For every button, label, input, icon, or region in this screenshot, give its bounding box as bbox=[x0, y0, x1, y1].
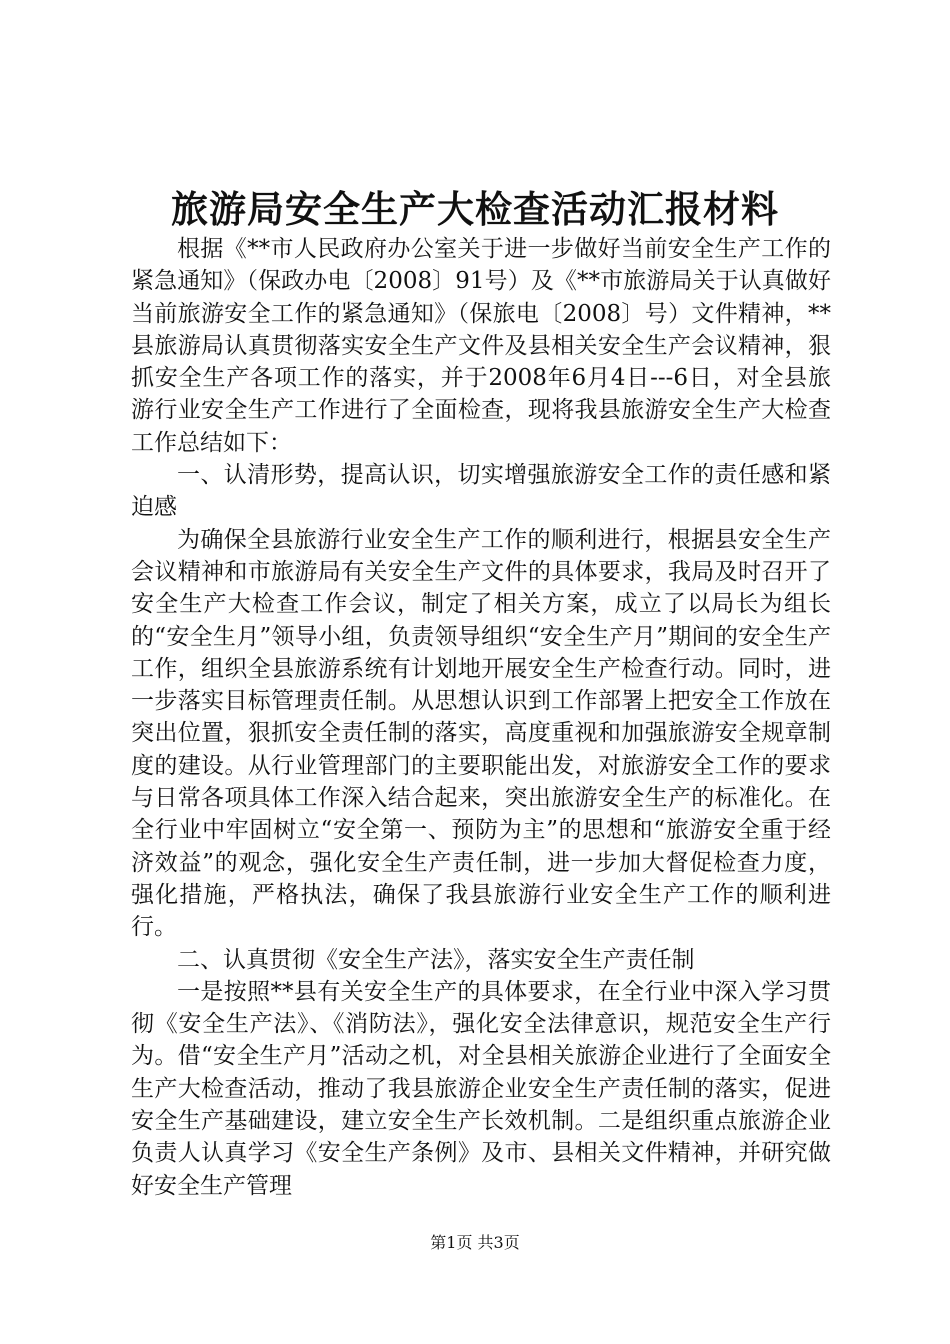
section-heading-1: 一、认清形势，提高认识，切实增强旅游安全工作的责任感和紧迫感 bbox=[131, 462, 831, 521]
page-footer: 第1页 共3页 bbox=[430, 1233, 520, 1252]
document-body bbox=[131, 233, 831, 1202]
body-paragraph-intro: 根据《**市人民政府办公室关于进一步做好当前安全生产工作的紧急通知》（保政办电〔2008〕91号）及《**市旅游局关于认真做好当前旅游安全工作的紧急通知》（保旅电〔2008〕号）文件精神，**县旅游局认真贯彻落实安全生产文件及县相关安全生产会议精神，狠抓安全生产各项工作的落实，并于2008年6月4日---6日，对全县旅游行业安全生产工作进行了全面检查，现将我县旅游安全生产大检查工作总结如下： bbox=[131, 236, 831, 456]
section-heading-2: 二、认真贯彻《安全生产法》，落实安全生产责任制 bbox=[177, 946, 695, 973]
body-paragraph-section-2: 一是按照**县有关安全生产的具体要求，在全行业中深入学习贯彻《安全生产法》、《消防法》，强化安全法律意识，规范安全生产行为。借“安全生产月”活动之机，对全县相关旅游企业进行了全面安全生产大检查活动，推动了我县旅游企业安全生产责任制的落实，促进安全生产基础建设，建立安全生产长效机制。二是组织重点旅游企业负责人认真学习《安全生产条例》及市、县相关文件精神，并研究做好安全生产管理 bbox=[131, 978, 831, 1199]
body-paragraph-section-1: 为确保全县旅游行业安全生产工作的顺利进行，根据县安全生产会议精神和市旅游局有关安全生产文件的具体要求，我局及时召开了安全生产大检查工作会议，制定了相关方案，成立了以局长为组长的“安全生月”领导小组，负责领导组织“安全生产月”期间的安全生产工作，组织全县旅游系统有计划地开展安全生产检查行动。同时，进一步落实目标管理责任制。从思想认识到工作部署上把安全工作放在突出位置，狠抓安全责任制的落实，高度重视和加强旅游安全规章制度的建设。从行业管理部门的主要职能出发，对旅游安全工作的要求与日常各项具体工作深入结合起来，突出旅游安全生产的标准化。在全行业中牢固树立“安全第一、预防为主”的思想和“旅游安全重于经济效益”的观念，强化安全生产责任制，进一步加大督促检查力度，强化措施，严格执法，确保了我县旅游行业安全生产工作的顺利进行。 bbox=[131, 526, 831, 941]
document-title: 旅游局安全生产大检查活动汇报材料 bbox=[171, 187, 779, 231]
